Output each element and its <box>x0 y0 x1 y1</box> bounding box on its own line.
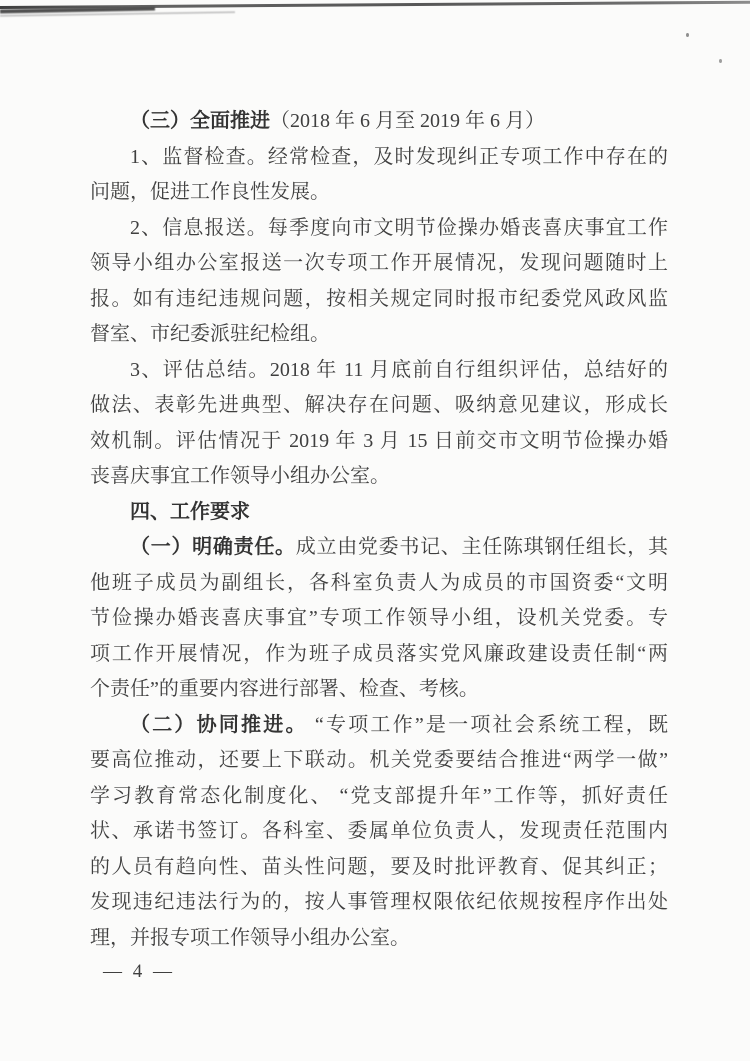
text-line <box>90 175 668 211</box>
text-line-body: 学习教育常态化制度化、 “党支部提升年”工作等，抓好责任 <box>90 784 668 807</box>
scan-speck <box>686 33 689 37</box>
text-line-body: 节俭操办婚丧喜庆事宜”专项工作领导小组，设机关党委。专 <box>90 607 668 629</box>
text-line <box>90 317 668 353</box>
text-line <box>90 495 668 531</box>
text-line-bold-lead: （二）协同推进。 <box>130 713 308 736</box>
text-line <box>90 424 668 460</box>
text-line-bold-lead: （一）明确责任。 <box>130 536 296 558</box>
text-line <box>90 885 668 921</box>
text-line-body: 发现违纪违法行为的，按人事管理权限依纪依规按程序作出处 <box>90 891 668 913</box>
text-line-bold-lead: （三）全面推进 <box>130 110 270 132</box>
text-line-body: 报。如有违纪违规问题，按相关规定同时报市纪委党风政风监 <box>90 287 668 310</box>
text-line-body: 成立由党委书记、主任陈琪钢任组长，其 <box>295 536 669 558</box>
text-line <box>90 211 668 247</box>
page-number: — 4 — <box>103 961 175 982</box>
text-line-body: 督室、市纪委派驻纪检组。 <box>90 323 330 345</box>
text-line-body: 状、承诺书签订。各科室、委属单位负责人，发现责任范围内 <box>90 820 668 842</box>
text-line-body: 个责任”的重要内容进行部署、检查、考核。 <box>90 678 479 700</box>
text-line <box>90 921 668 957</box>
text-line <box>90 282 668 318</box>
text-line <box>90 140 668 176</box>
text-line <box>90 814 668 850</box>
text-line <box>90 388 668 424</box>
text-line <box>90 850 668 886</box>
text-line <box>90 530 668 566</box>
text-line <box>90 104 668 140</box>
text-line <box>90 672 668 708</box>
text-line <box>90 637 668 673</box>
text-line-body: 2、信息报送。每季度向市文明节俭操办婚丧喜庆事宜工作 <box>130 216 668 239</box>
text-line-body: 丧喜庆事宜工作领导小组办公室。 <box>90 465 390 487</box>
text-line <box>90 566 668 602</box>
text-line-body: 的人员有趋向性、苗头性问题，要及时批评教育、促其纠正； <box>90 855 668 878</box>
text-line-body: 效机制。评估情况于 2019 年 3 月 15 日前交市文明节俭操办婚 <box>90 429 668 452</box>
text-line-body: “专项工作”是一项社会系统工程，既 <box>307 713 669 736</box>
text-line <box>90 353 668 389</box>
text-line-body: 1、监督检查。经常检查，及时发现纠正专项工作中存在的 <box>130 145 668 168</box>
text-line-body: 3、评估总结。2018 年 11 月底前自行组织评估，总结好的 <box>130 358 668 381</box>
text-line <box>90 779 668 815</box>
text-line-body: 做法、表彰先进典型、解决存在问题、吸纳意见建议，形成长 <box>90 394 668 416</box>
text-line <box>90 743 668 779</box>
text-line-body: 他班子成员为副组长，各科室负责人为成员的市国资委“文明 <box>90 571 668 594</box>
text-line <box>90 708 668 744</box>
text-line-body: 领导小组办公室报送一次专项工作开展情况，发现问题随时上 <box>90 252 668 274</box>
text-line-body: 要高位推动，还要上下联动。机关党委要结合推进“两学一做” <box>90 749 668 771</box>
text-line-body: 问题，促进工作良性发展。 <box>90 181 330 203</box>
scan-speck <box>719 59 722 63</box>
text-line-body: 理，并报专项工作领导小组办公室。 <box>90 926 410 949</box>
text-line-body: （2018 年 6 月至 2019 年 6 月） <box>270 110 545 132</box>
text-line-bold-lead: 四、工作要求 <box>130 500 250 523</box>
text-line-body: 项工作开展情况，作为班子成员落实党风廉政建设责任制“两 <box>90 642 668 665</box>
text-line <box>90 459 668 495</box>
document-body <box>90 104 668 956</box>
text-line <box>90 601 668 637</box>
text-line <box>90 246 668 282</box>
